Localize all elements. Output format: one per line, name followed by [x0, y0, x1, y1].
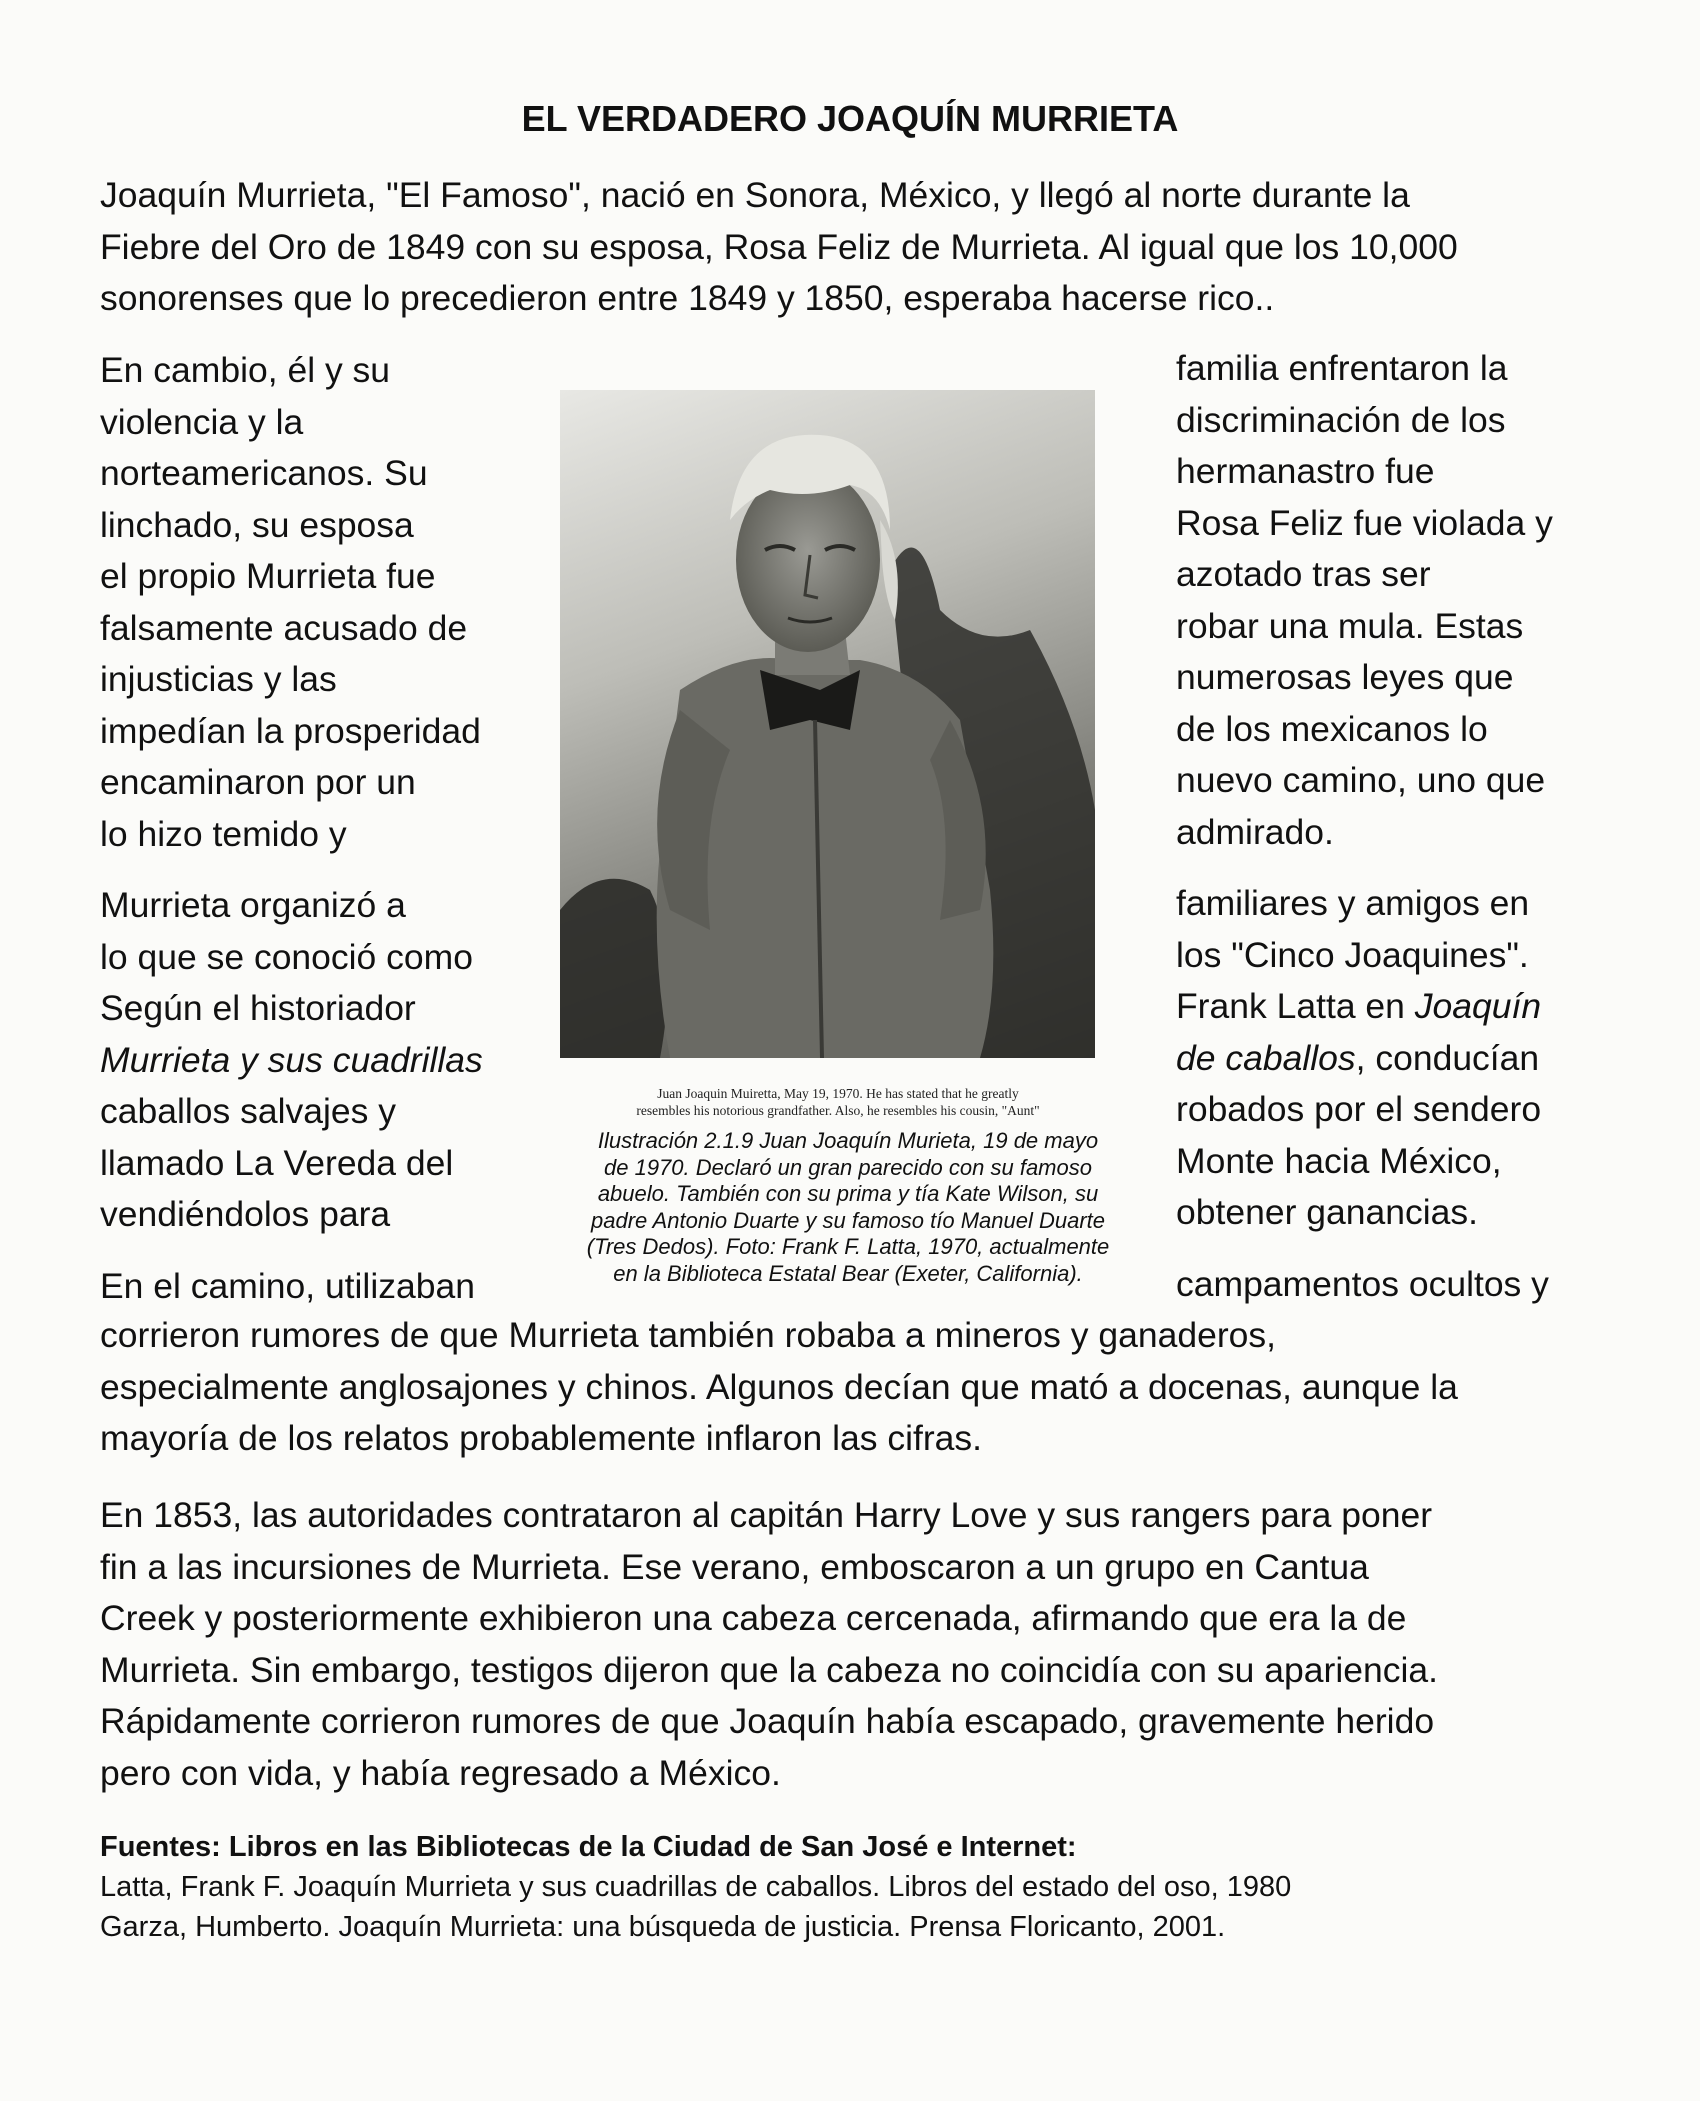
text-line: encaminaron por un [100, 762, 416, 802]
block2-continuation [100, 1310, 1620, 1465]
text-line [1176, 1033, 1549, 1085]
text-line: Monte hacia México, [1176, 1140, 1502, 1181]
book-title-fragment: de caballos [1176, 1037, 1356, 1078]
text-line [1176, 981, 1549, 1033]
credit-line: Juan Joaquin Muiretta, May 19, 1970. He has stated that he greatly [657, 1086, 1019, 1101]
text-line: Según el historiador [100, 988, 416, 1028]
text-line: numerosas leyes que [1176, 657, 1514, 697]
text-line: campamentos ocultos y [1176, 1263, 1549, 1304]
caption-line: padre Antonio Duarte y su famoso tío Manuel Duarte [590, 1207, 1106, 1233]
text-line: injusticias y las [100, 659, 337, 699]
text-line: azotado tras ser [1176, 554, 1431, 594]
text-line: robar una mula. Estas [1176, 605, 1524, 646]
block1-left-column [100, 345, 481, 860]
text-line: impedían la prosperidad [100, 710, 481, 751]
source-citation: Garza, Humberto. Joaquín Murrieta: una búsqueda de justicia. Prensa Floricanto, 2001. [100, 1911, 1226, 1943]
text-line: linchado, su esposa [100, 504, 414, 545]
text-line: fin a las incursiones de Murrieta. Ese verano, emboscaron a un grupo en Cantua [100, 1546, 1369, 1587]
intro-paragraph [100, 170, 1620, 325]
text-line: norteamericanos. Su [100, 453, 428, 493]
text-fragment: , conducían [1355, 1037, 1540, 1078]
text-line: pero con vida, y había regresado a México. [100, 1752, 781, 1793]
text-line: En 1853, las autoridades contrataron al capitán Harry Love y sus rangers para poner [100, 1495, 1433, 1535]
block2-left-column [100, 880, 483, 1312]
intro-line: sonorenses que lo precedieron entre 1849 y 1850, esperaba hacerse rico.. [100, 278, 1275, 318]
paragraph-1853 [100, 1490, 1620, 1799]
text-line: especialmente anglosajones y chinos. Algunos decían que mató a docenas, aunque la [100, 1366, 1458, 1407]
text-line: lo que se conoció como [100, 936, 473, 977]
photo-original-credit [548, 1085, 1128, 1119]
caption-line: de 1970. Declaró un gran parecido con su famoso [604, 1154, 1092, 1180]
caption-line: en la Biblioteca Estatal Bear (Exeter, California). [613, 1260, 1083, 1286]
source-citation: Latta, Frank F. Joaquín Murrieta y sus cuadrillas de caballos. Libros del estado del oso, 1980 [100, 1871, 1292, 1903]
text-line: nuevo camino, uno que [1176, 760, 1546, 800]
text-line: admirado. [1176, 811, 1334, 852]
text-line: de los mexicanos lo [1176, 708, 1488, 749]
book-title-line: Murrieta y sus cuadrillas [100, 1039, 483, 1080]
text-line: caballos salvajes y [100, 1091, 396, 1131]
text-line: robados por el sendero [1176, 1089, 1542, 1129]
block1-right-column [1176, 343, 1553, 858]
text-fragment: Frank Latta en [1176, 986, 1415, 1026]
text-line: falsamente acusado de [100, 607, 468, 648]
intro-line: Fiebre del Oro de 1849 con su esposa, Rosa Feliz de Murrieta. Al igual que los 10,000 [100, 226, 1458, 267]
text-line: corrieron rumores de que Murrieta también robaba a mineros y ganaderos, [100, 1315, 1277, 1355]
text-line: mayoría de los relatos probablemente inflaron las cifras. [100, 1418, 983, 1458]
text-line: hermanastro fue [1176, 451, 1435, 491]
text-line: En el camino, utilizaban [100, 1265, 475, 1306]
portrait-photo [560, 390, 1095, 1058]
intro-line: Joaquín Murrieta, "El Famoso", nació en Sonora, México, y llegó al norte durante la [100, 175, 1410, 215]
sources-section [100, 1827, 1620, 1947]
book-title-fragment: Joaquín [1414, 986, 1542, 1026]
credit-line: resembles his notorious grandfather. Also, he resembles his cousin, "Aunt" [636, 1103, 1040, 1118]
text-line: Rosa Feliz fue violada y [1176, 502, 1553, 543]
page-title: EL VERDADERO JOAQUÍN MURRIETA [521, 98, 1179, 139]
text-line: familia enfrentaron la [1176, 348, 1508, 388]
text-line: discriminación de los [1176, 399, 1506, 440]
caption-line: (Tres Dedos). Foto: Frank F. Latta, 1970, actualmente [586, 1234, 1110, 1259]
text-line: Creek y posteriormente exhibieron una cabeza cercenada, afirmando que era la de [100, 1598, 1407, 1638]
text-line: obtener ganancias. [1176, 1192, 1478, 1232]
text-line: Murrieta. Sin embargo, testigos dijeron que la cabeza no coincidía con su apariencia. [100, 1649, 1438, 1690]
block2-right-column [1176, 878, 1549, 1310]
text-line: llamado La Vereda del [100, 1142, 454, 1183]
photo-caption [548, 1128, 1148, 1287]
text-line: Murrieta organizó a [100, 885, 406, 925]
caption-line: Ilustración 2.1.9 Juan Joaquín Murieta, 19 de mayo [597, 1128, 1099, 1153]
text-line: los "Cinco Joaquines". [1176, 934, 1529, 975]
text-line: vendiéndolos para [100, 1194, 391, 1234]
text-line: familiares y amigos en [1176, 883, 1530, 923]
text-line: En cambio, él y su [100, 350, 391, 390]
text-line: lo hizo temido y [100, 813, 347, 854]
sources-heading: Fuentes: Libros en las Bibliotecas de la Ciudad de San José e Internet: [100, 1831, 1077, 1863]
text-line: violencia y la [100, 401, 304, 442]
text-line: el propio Murrieta fue [100, 556, 436, 596]
text-line: Rápidamente corrieron rumores de que Joaquín había escapado, gravemente herido [100, 1701, 1435, 1741]
caption-line: abuelo. También con su prima y tía Kate Wilson, su [597, 1181, 1099, 1206]
